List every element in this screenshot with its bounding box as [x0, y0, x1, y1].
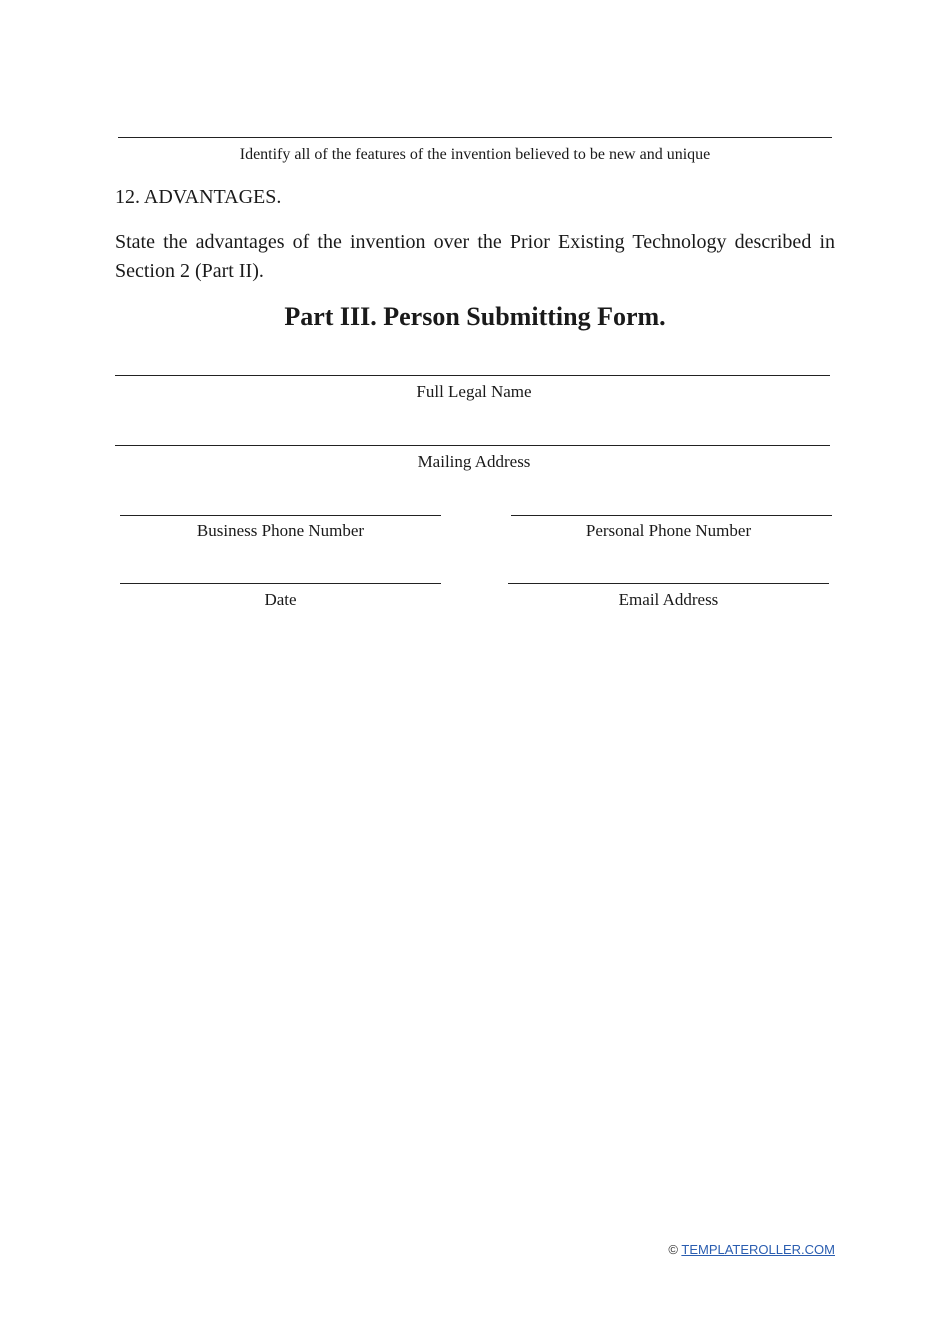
- mailing-address-caption: Mailing Address: [417, 452, 531, 471]
- full-legal-name-caption: Full Legal Name: [416, 382, 532, 401]
- date-caption: Date: [264, 590, 297, 609]
- section-12-heading: 12. ADVANTAGES.: [115, 186, 282, 208]
- business-phone-line[interactable]: [120, 515, 441, 516]
- date-line[interactable]: [120, 583, 441, 584]
- mailing-address-line[interactable]: [115, 445, 830, 446]
- part-iii-title: Part III. Person Submitting Form.: [284, 302, 666, 331]
- templateroller-link[interactable]: TEMPLATEROLLER.COM: [681, 1242, 835, 1257]
- email-address-line[interactable]: [508, 583, 829, 584]
- features-signature-line[interactable]: [118, 137, 832, 138]
- email-address-caption: Email Address: [618, 590, 719, 609]
- business-phone-caption: Business Phone Number: [196, 521, 365, 540]
- personal-phone-line[interactable]: [511, 515, 832, 516]
- footer-credit: [668, 1242, 835, 1258]
- personal-phone-caption: Personal Phone Number: [585, 521, 752, 540]
- copyright-symbol: ©: [668, 1242, 678, 1257]
- full-legal-name-line[interactable]: [115, 375, 830, 376]
- section-12-text: State the advantages of the invention over the Prior Existing Technology described in Section 2 (Part II).: [115, 231, 835, 282]
- features-caption: Identify all of the features of the invention believed to be new and unique: [239, 146, 711, 163]
